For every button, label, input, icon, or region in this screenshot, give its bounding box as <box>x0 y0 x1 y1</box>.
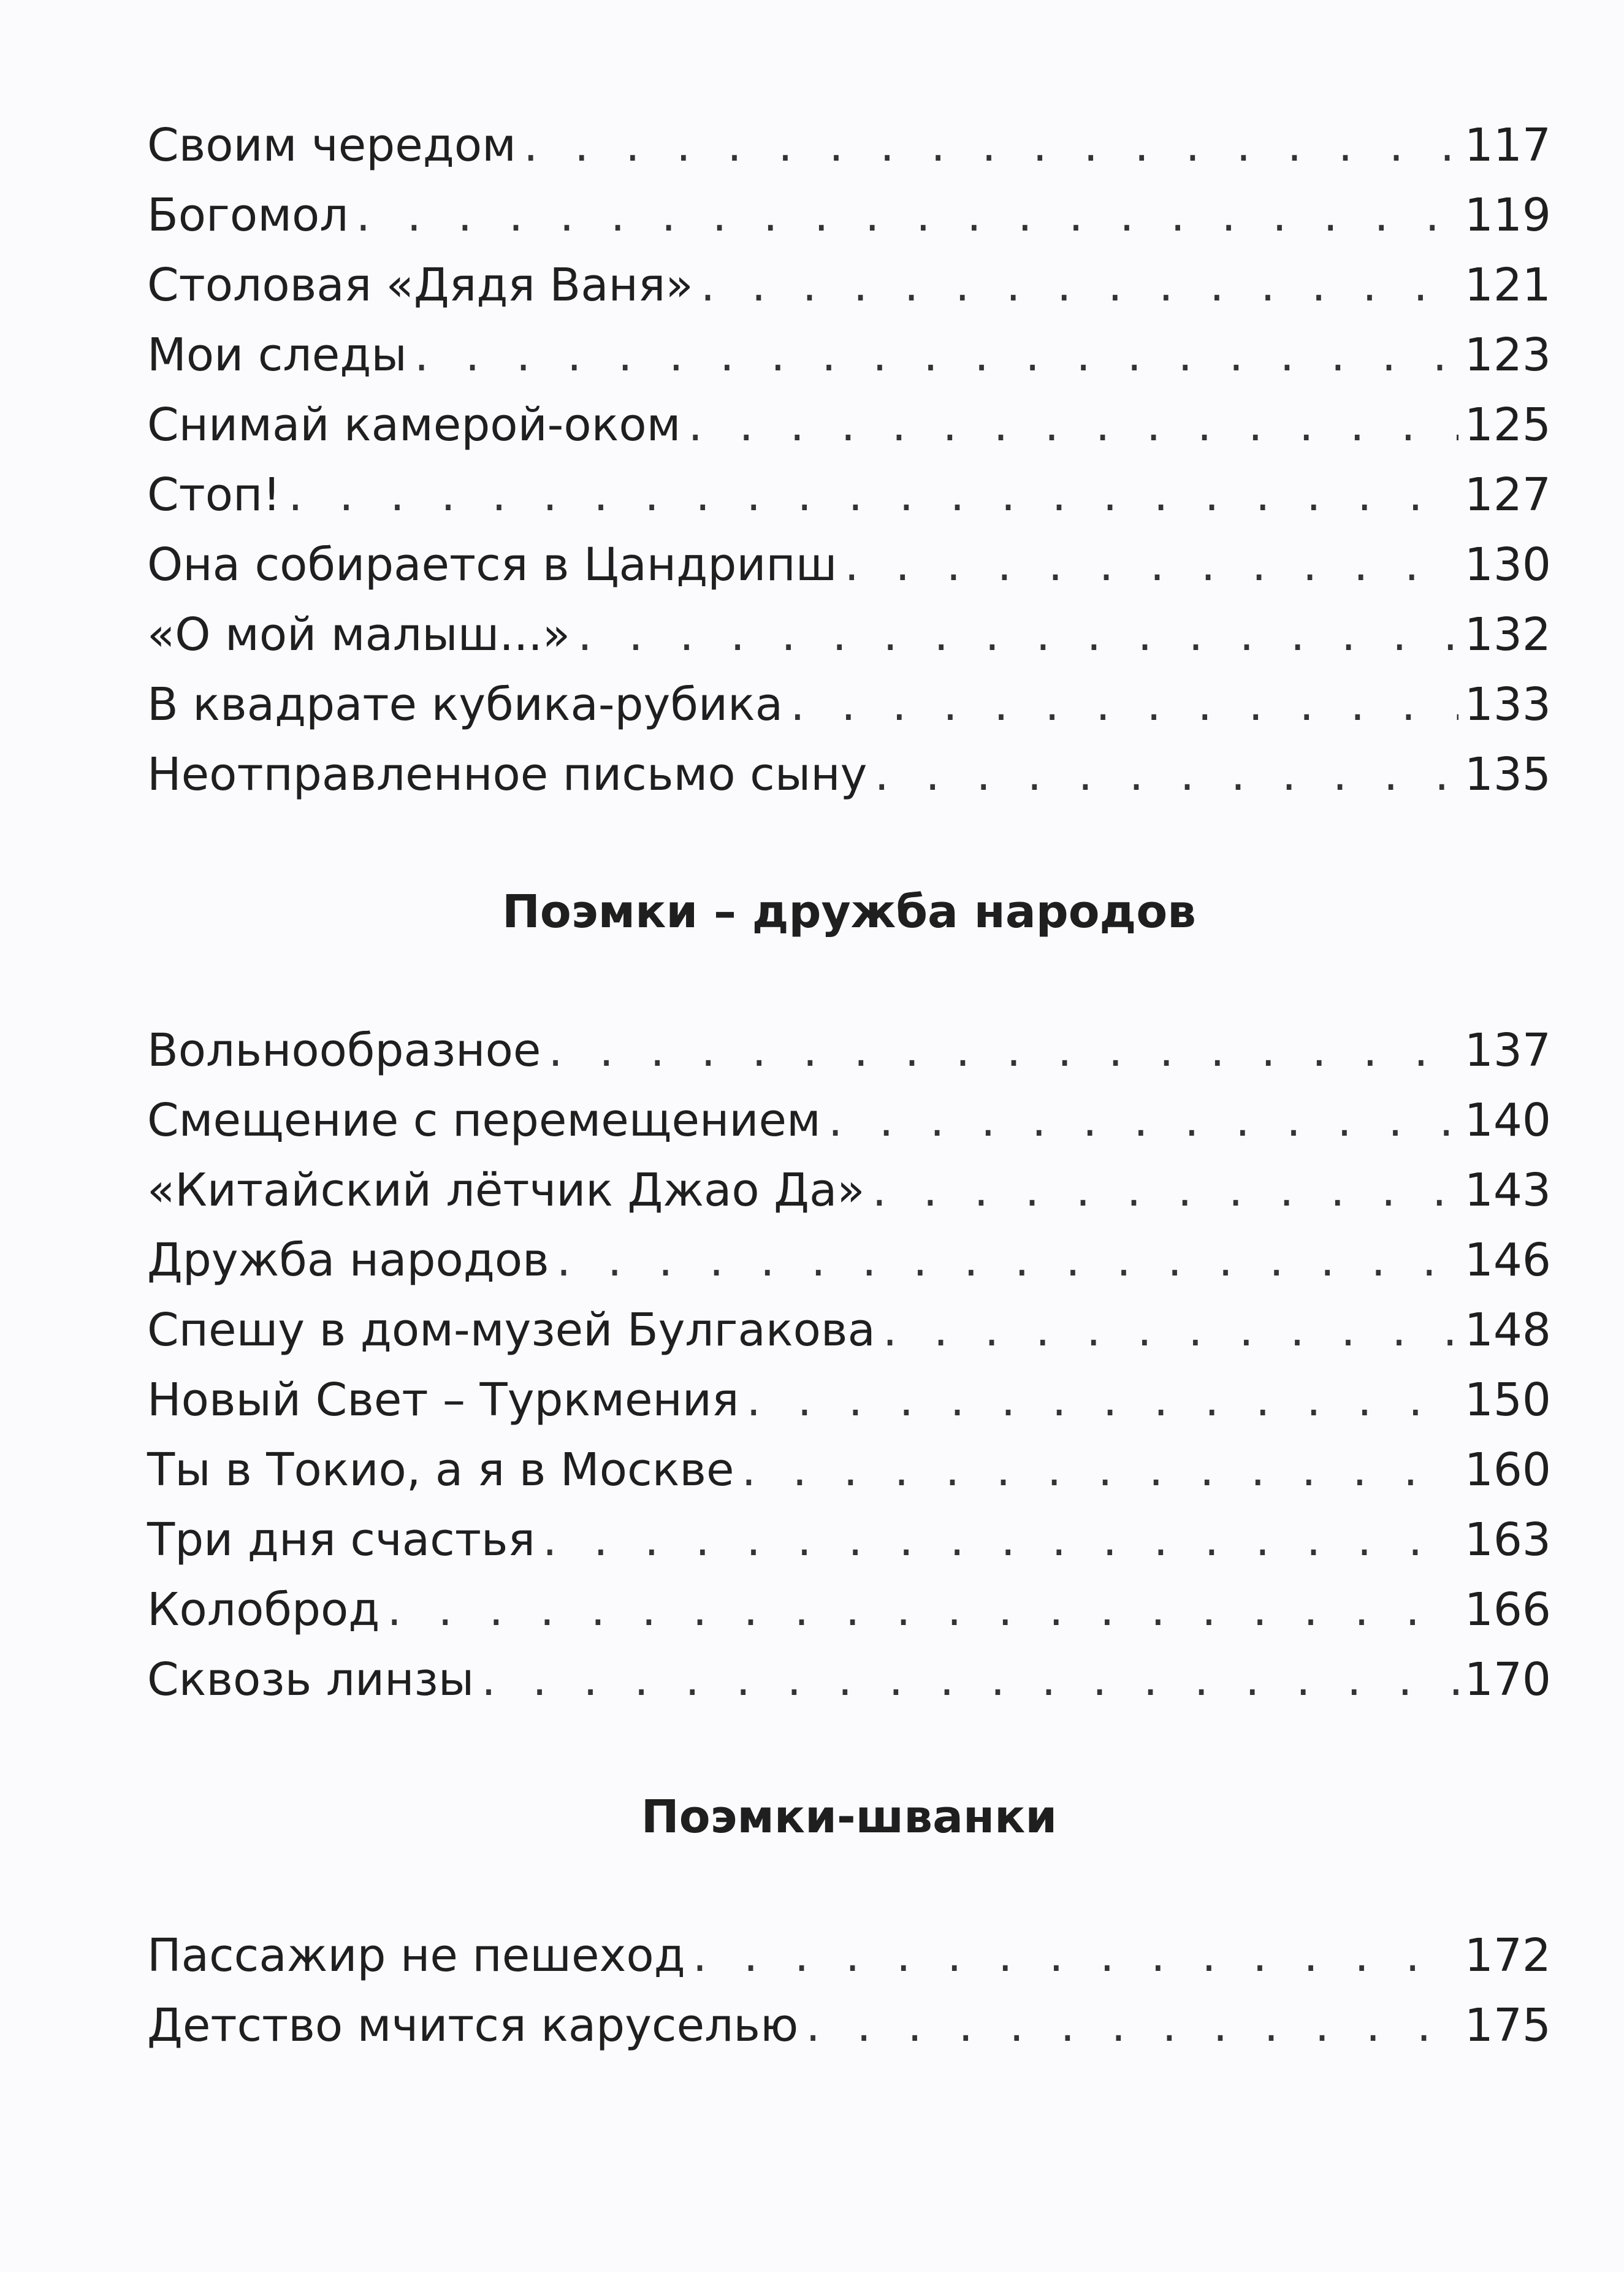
entry-page-number: 140 <box>1464 1094 1551 1147</box>
dot-leader <box>806 1991 1458 2060</box>
dot-leader <box>543 1505 1458 1575</box>
dot-leader <box>578 600 1458 670</box>
toc-entry <box>147 320 1551 390</box>
entry-title: Она собирается в Цандрипш <box>147 538 837 591</box>
entry-page-number: 121 <box>1464 259 1551 312</box>
entry-title: Столовая «Дядя Ваня» <box>147 259 693 312</box>
toc-entry <box>147 110 1551 180</box>
entry-page-number: 119 <box>1464 189 1551 242</box>
toc-entry <box>147 250 1551 320</box>
entry-title: Смещение с перемещением <box>147 1094 821 1147</box>
entry-page-number: 137 <box>1464 1024 1551 1077</box>
toc-entry <box>147 740 1551 809</box>
dot-leader <box>883 1295 1458 1365</box>
toc-entry <box>147 530 1551 600</box>
toc-entry <box>147 670 1551 740</box>
toc-entry <box>147 460 1551 530</box>
dot-leader <box>548 1016 1458 1085</box>
dot-leader <box>872 1155 1458 1225</box>
toc-entry <box>147 1435 1551 1505</box>
entry-page-number: 170 <box>1464 1653 1551 1706</box>
dot-leader <box>845 530 1458 600</box>
toc-entry <box>147 1365 1551 1435</box>
toc-entry <box>147 390 1551 460</box>
toc-entry <box>147 1991 1551 2060</box>
dot-leader <box>356 180 1458 250</box>
entry-title: Вольнообразное <box>147 1024 541 1077</box>
entry-title: В квадрате кубика-рубика <box>147 678 783 731</box>
entry-title: Детство мчится каруселью <box>147 1999 799 2052</box>
dot-leader <box>790 670 1458 740</box>
entry-title: Богомол <box>147 189 349 242</box>
entry-title: Колоброд <box>147 1583 380 1636</box>
dot-leader <box>747 1365 1458 1435</box>
entry-page-number: 117 <box>1464 119 1551 172</box>
dot-leader <box>688 390 1458 460</box>
dot-leader <box>693 1921 1458 1991</box>
entry-page-number: 150 <box>1464 1374 1551 1426</box>
toc-entry <box>147 1295 1551 1365</box>
dot-leader <box>557 1225 1458 1295</box>
entry-page-number: 175 <box>1464 1999 1551 2052</box>
toc-entry <box>147 1016 1551 1085</box>
entry-page-number: 166 <box>1464 1583 1551 1636</box>
toc-entry <box>147 600 1551 670</box>
entry-title: Пассажир не пешеход <box>147 1929 685 1982</box>
entry-page-number: 143 <box>1464 1164 1551 1217</box>
dot-leader <box>414 320 1458 390</box>
toc-entry <box>147 1921 1551 1991</box>
entry-title: «Китайский лётчик Джао Да» <box>147 1164 865 1217</box>
toc-entry <box>147 1225 1551 1295</box>
entry-title: Три дня счастья <box>147 1513 536 1566</box>
entry-title: Ты в Токио, а я в Москве <box>147 1444 734 1496</box>
dot-leader <box>387 1575 1458 1645</box>
dot-leader <box>701 250 1458 320</box>
dot-leader <box>874 740 1458 809</box>
entry-page-number: 148 <box>1464 1304 1551 1356</box>
dot-leader <box>524 110 1458 180</box>
toc-entry <box>147 1575 1551 1645</box>
entry-page-number: 127 <box>1464 469 1551 521</box>
entry-title: Новый Свет – Туркмения <box>147 1374 739 1426</box>
entry-title: «О мой малыш...» <box>147 608 571 661</box>
dot-leader <box>288 460 1458 530</box>
toc-entry <box>147 1155 1551 1225</box>
entry-title: Снимай камерой-оком <box>147 399 681 451</box>
entry-page-number: 132 <box>1464 608 1551 661</box>
entry-title: Своим чередом <box>147 119 517 172</box>
toc-entry <box>147 1505 1551 1575</box>
dot-leader <box>742 1435 1458 1505</box>
toc-entry <box>147 1085 1551 1155</box>
section-heading: Поэмки – дружба народов <box>501 885 1196 938</box>
entry-page-number: 125 <box>1464 399 1551 451</box>
dot-leader <box>828 1085 1458 1155</box>
entry-title: Сквозь линзы <box>147 1653 475 1706</box>
entry-title: Неотправленное письмо сыну <box>147 748 867 801</box>
toc-entry <box>147 1645 1551 1715</box>
entry-title: Спешу в дом-музей Булгакова <box>147 1304 875 1356</box>
entry-page-number: 123 <box>1464 329 1551 381</box>
entry-page-number: 172 <box>1464 1929 1551 1982</box>
entry-page-number: 146 <box>1464 1234 1551 1287</box>
section-heading: Поэмки-шванки <box>641 1791 1058 1843</box>
entry-page-number: 130 <box>1464 538 1551 591</box>
entry-title: Стоп! <box>147 469 281 521</box>
entry-page-number: 160 <box>1464 1444 1551 1496</box>
entry-title: Дружба народов <box>147 1234 549 1287</box>
entry-title: Мои следы <box>147 329 407 381</box>
dot-leader <box>481 1645 1458 1715</box>
entry-page-number: 133 <box>1464 678 1551 731</box>
entry-page-number: 163 <box>1464 1513 1551 1566</box>
table-of-contents <box>147 110 1551 2060</box>
entry-page-number: 135 <box>1464 748 1551 801</box>
toc-entry <box>147 180 1551 250</box>
